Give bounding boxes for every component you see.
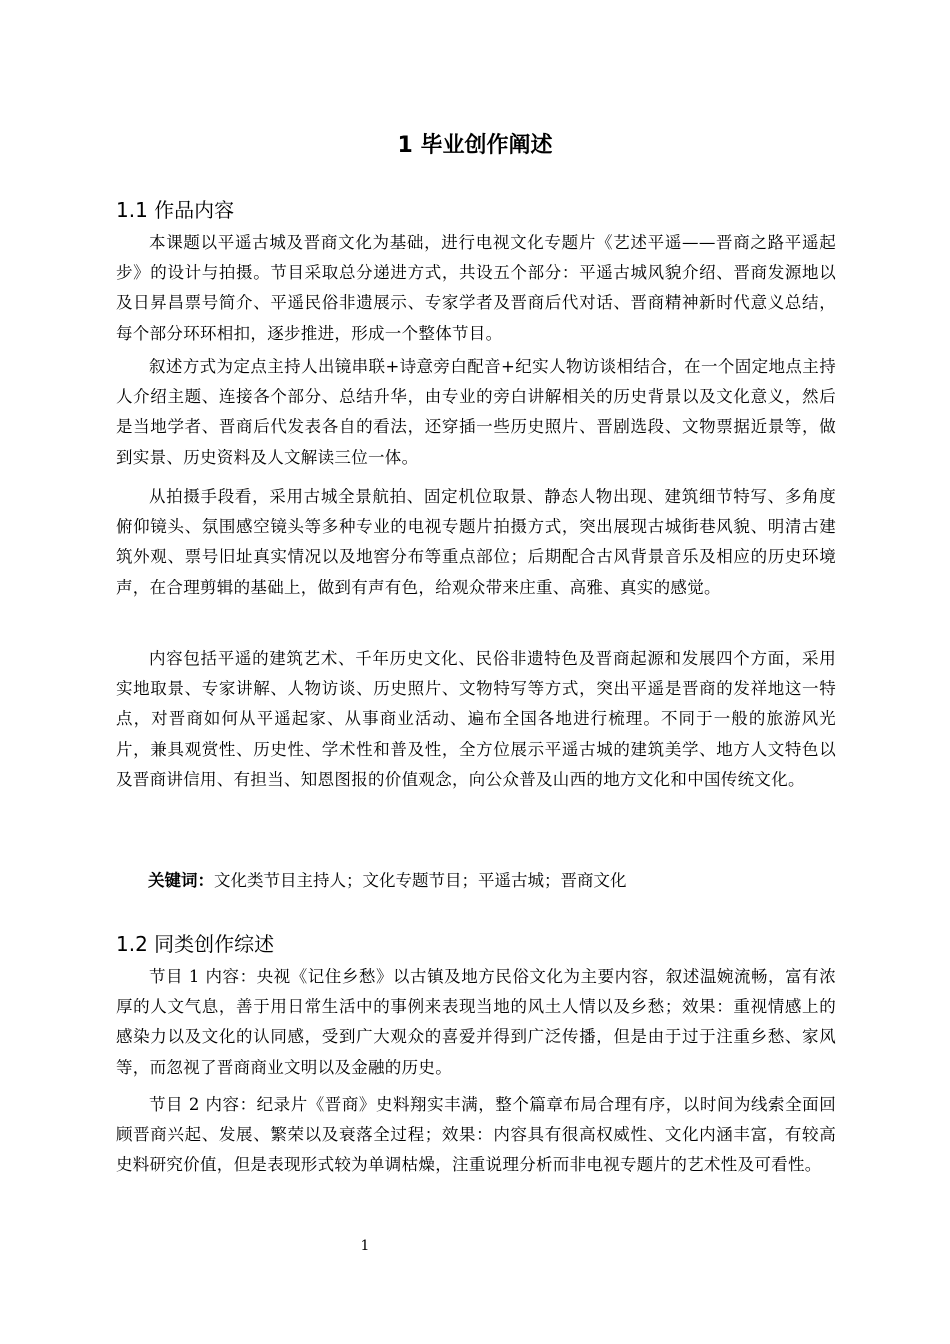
- page-number: 1: [360, 1238, 370, 1254]
- section-title-1-1: 1.1 作品内容: [116, 198, 235, 222]
- paragraph: 节目 2 内容：纪录片《晋商》史料翔实丰满，整个篇章布局合理有序，以时间为线索全面回顾晋商兴起、发展、繁荣以及衰落全过程；效果：内容具有很高权威性、文化内涵丰富，有较高史料研究价值，但是表现形式较为单调枯燥，注重说理分析而非电视专题片的艺术性及可看性。: [116, 1095, 836, 1175]
- section-title-1-2: 1.2 同类创作综述: [116, 932, 275, 956]
- chapter-title: 1 毕业创作阐述: [397, 133, 553, 158]
- keywords-text: 文化类节目主持人；文化专题节目；平遥古城；晋商文化: [214, 871, 627, 890]
- keywords-label: 关键词：: [148, 871, 214, 890]
- paragraph: 节目 1 内容：央视《记住乡愁》以古镇及地方民俗文化为主要内容，叙述温婉流畅，富有浓厚的人文气息，善于用日常生活中的事例来表现当地的风土人情以及乡愁；效果：重视情感上的感染力以及文化的认同感，受到广大观众的喜爱并得到广泛传播，但是由于过于注重乡愁、家风等，而忽视了晋商商业文明以及金融的历史。: [116, 967, 836, 1077]
- paragraph: 叙述方式为定点主持人出镜串联+诗意旁白配音+纪实人物访谈相结合，在一个固定地点主持人介绍主题、连接各个部分、总结升华，由专业的旁白讲解相关的历史背景以及文化意义，然后是当地学者、晋商后代发表各自的看法，还穿插一些历史照片、晋剧选段、文物票据近景等，做到实景、历史资料及人文解读三位一体。: [116, 357, 836, 467]
- paragraph: 内容包括平遥的建筑艺术、千年历史文化、民俗非遗特色及晋商起源和发展四个方面，采用实地取景、专家讲解、人物访谈、历史照片、文物特写等方式，突出平遥是晋商的发祥地这一特点，对晋商如何从平遥起家、从事商业活动、遍布全国各地进行梳理。不同于一般的旅游风光片，兼具观赏性、历史性、学术性和普及性，全方位展示平遥古城的建筑美学、地方人文特色以及晋商讲信用、有担当、知恩图报的价值观念，向公众普及山西的地方文化和中国传统文化。: [116, 649, 836, 789]
- paragraph: 本课题以平遥古城及晋商文化为基础，进行电视文化专题片《艺述平遥——晋商之路平遥起步》的设计与拍摄。节目采取总分递进方式，共设五个部分：平遥古城风貌介绍、晋商发源地以及日昇昌票号简介、平遥民俗非遗展示、专家学者及晋商后代对话、晋商精神新时代意义总结，每个部分环环相扣，逐步推进，形成一个整体节目。: [116, 233, 836, 343]
- keywords-line: [148, 866, 627, 896]
- paragraph: 从拍摄手段看，采用古城全景航拍、固定机位取景、静态人物出现、建筑细节特写、多角度俯仰镜头、氛围感空镜头等多种专业的电视专题片拍摄方式，突出展现古城街巷风貌、明清古建筑外观、票号旧址真实情况以及地窖分布等重点部位；后期配合古风背景音乐及相应的历史环境声，在合理剪辑的基础上，做到有声有色，给观众带来庄重、高雅、真实的感觉。: [116, 487, 836, 597]
